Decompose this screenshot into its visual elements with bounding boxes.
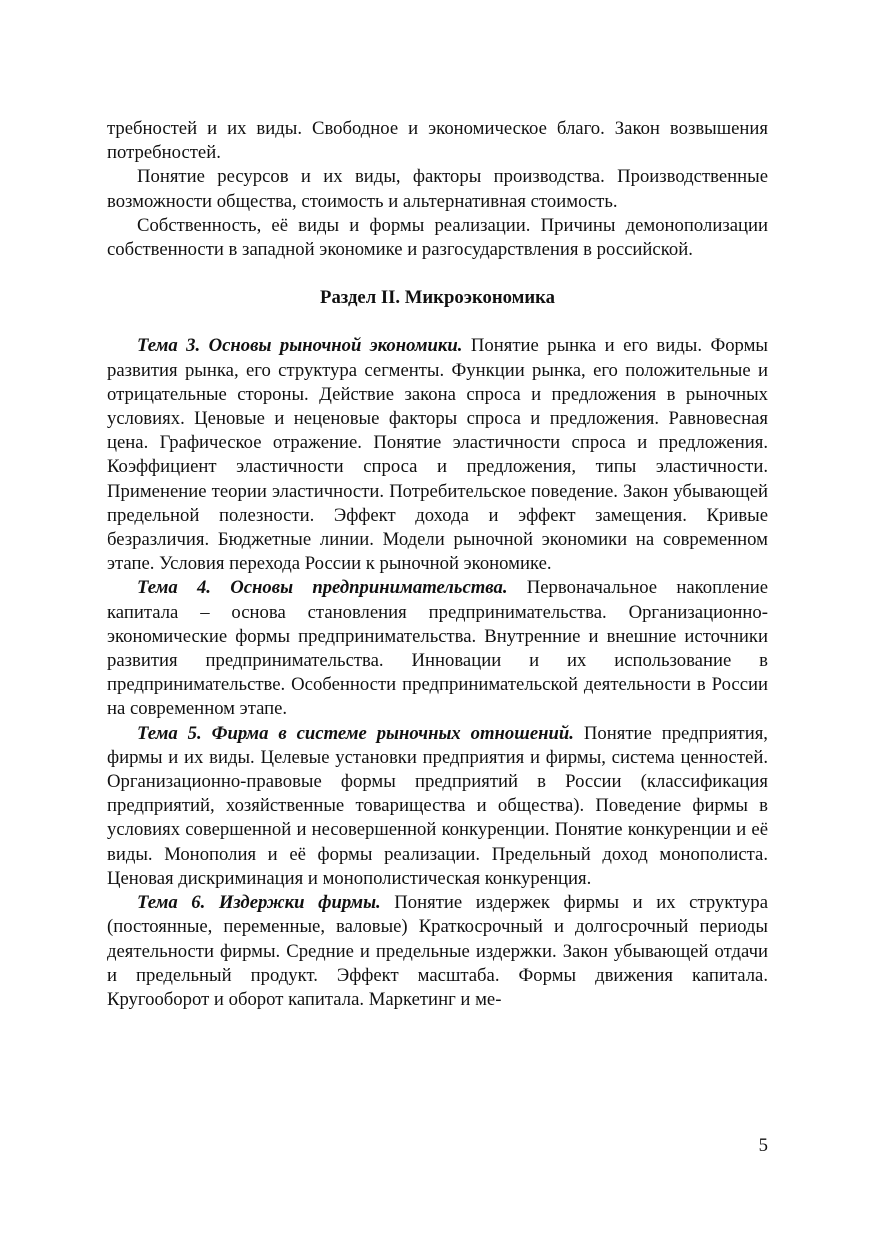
section-heading: Раздел II. Микроэкономика [320,287,555,309]
intro-paragraph-1: требностей и их виды. Свободное и экономическое благо. Закон возвышения потребностей. [107,118,768,164]
topic-5-text: Понятие предприятия, фирмы и их виды. Целевые установки предприятия и фирмы, система ценностей. Организационно-правовые формы предприятий в России (классификация предприятий, хозяйственные товарищества и общества). Поведение фирмы в условиях совершенной и несовершенной конкуренции. Понятие конкуренции и её виды. Монополия и её формы реализации. Предельный доход монополиста. Ценовая дискриминация и монополистическая конкуренция. [107,722,768,889]
topic-6-text: Понятие издержек фирмы и их структура (постоянные, переменные, валовые) Краткосрочный и долгосрочный периоды деятельности фирмы. Средние и предельные издержки. Закон убывающей отдачи и предельный продукт. Эффект масштаба. Формы движения капитала. Кругооборот и оборот капитала. Маркетинг и ме- [107,892,768,1010]
page-body [107,117,768,1012]
topic-4-paragraph [107,576,768,721]
intro-paragraph-2: Понятие ресурсов и их виды, факторы производства. Производственные возможности общества, стоимость и альтернативная стоимость. [107,166,768,212]
topic-6-paragraph [107,891,768,1012]
intro-paragraph-3: Собственность, её виды и формы реализации. Причины демонополизации собственности в западной экономике и разгосударствления в российской. [107,214,768,261]
topic-3-text: Понятие рынка и его виды. Формы развития рынка, его структура сегменты. Функции рынка, его положительные и отрицательные стороны. Действие закона спроса и предложения в рыночных условиях. Ценовые и неценовые факторы спроса и предложения. Равновесная цена. Графическое отражение. Понятие эластичности спроса и предложения. Коэффициент эластичности спроса и предложения, типы эластичности. Применение теории эластичности. Потребительское поведение. Закон убывающей предельной полезности. Эффект дохода и эффект замещения. Кривые безразличия. Бюджетные линии. Модели рыночной экономики на современном этапе. Условия перехода России к рыночной экономике. [107,335,768,575]
topic-4-text: Первоначальное накопление капитала – основа становления предпринимательства. Организационно-экономические формы предпринимательства. Внутренние и внешние источники развития предпринимательства. Инновации и их использование в предпринимательстве. Особенности предпринимательской деятельности в России на современном этапе. [107,577,768,720]
topic-3-paragraph [107,334,768,576]
topic-5-title: Тема 5. Фирма в системе рыночных отношений. [137,722,574,744]
topic-4-title: Тема 4. Основы предпринимательства. [137,577,508,599]
topic-5-paragraph [107,722,768,891]
topic-6-title: Тема 6. Издержки фирмы. [137,892,381,914]
topic-3-title: Тема 3. Основы рыночной экономики. [137,335,463,357]
page-number: 5 [758,1135,768,1156]
